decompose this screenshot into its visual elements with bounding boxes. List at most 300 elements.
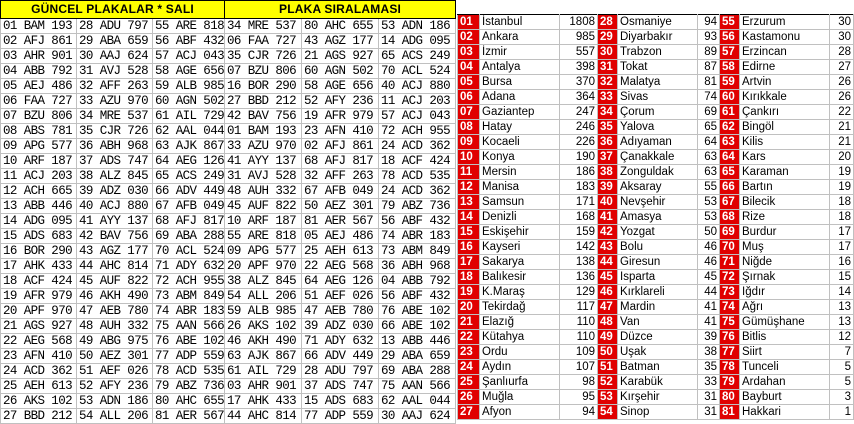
province-name[interactable]: Diyarbakır <box>618 30 698 45</box>
plate-cell[interactable]: 19 AFR 979 <box>302 109 379 124</box>
province-name[interactable]: Afyon <box>480 405 560 420</box>
rank-number[interactable]: 18 <box>458 270 480 285</box>
plate-cell[interactable]: 53 ADN 186 <box>77 394 153 409</box>
plate-cell[interactable]: 78 ACD 535 <box>379 169 456 184</box>
rank-number[interactable]: 13 <box>458 195 480 210</box>
plate-count[interactable]: 63 <box>698 165 720 180</box>
province-name[interactable]: Ordu <box>480 345 560 360</box>
plate-count[interactable]: 30 <box>830 30 854 45</box>
plate-cell[interactable]: 81 AER 567 <box>302 214 379 229</box>
plate-cell[interactable]: 01 BAM 193 <box>1 19 77 34</box>
plate-cell[interactable]: 65 ACS 249 <box>153 169 225 184</box>
plate-cell[interactable]: 64 AEG 126 <box>153 154 225 169</box>
plate-count[interactable]: 81 <box>698 75 720 90</box>
rank-number[interactable]: 21 <box>458 315 480 330</box>
plate-cell[interactable]: 74 ABR 183 <box>379 229 456 244</box>
plate-cell[interactable]: 18 ACF 424 <box>1 274 77 289</box>
plate-cell[interactable]: 02 AFJ 861 <box>1 34 77 49</box>
plate-cell[interactable]: 34 MRE 537 <box>77 109 153 124</box>
rank-number[interactable]: 37 <box>598 150 618 165</box>
rank-number[interactable]: 81 <box>720 405 740 420</box>
plate-cell[interactable]: 41 AYY 137 <box>225 154 302 169</box>
plate-count[interactable]: 27 <box>830 60 854 75</box>
plate-cell[interactable]: 05 AEJ 486 <box>1 79 77 94</box>
plate-cell[interactable]: 61 AIL 729 <box>225 364 302 379</box>
plate-cell[interactable]: 31 AVJ 528 <box>225 169 302 184</box>
plate-cell[interactable]: 37 ADS 747 <box>302 379 379 394</box>
plate-count[interactable]: 19 <box>830 165 854 180</box>
province-name[interactable]: Çankırı <box>740 105 830 120</box>
plate-cell[interactable]: 60 AGN 502 <box>302 64 379 79</box>
province-name[interactable]: İstanbul <box>480 15 560 30</box>
plate-cell[interactable]: 27 BBD 212 <box>225 94 302 109</box>
province-name[interactable]: Ağrı <box>740 300 830 315</box>
rank-number[interactable]: 75 <box>720 315 740 330</box>
province-name[interactable]: Antalya <box>480 60 560 75</box>
plate-count[interactable]: 110 <box>560 330 598 345</box>
province-name[interactable]: Şırnak <box>740 270 830 285</box>
plate-cell[interactable]: 52 AFY 236 <box>77 379 153 394</box>
plate-count[interactable]: 35 <box>698 360 720 375</box>
province-name[interactable]: Batman <box>618 360 698 375</box>
plate-cell[interactable]: 45 AUF 822 <box>77 274 153 289</box>
rank-number[interactable]: 27 <box>458 405 480 420</box>
plate-cell[interactable]: 39 ADZ 030 <box>77 184 153 199</box>
rank-number[interactable]: 49 <box>598 330 618 345</box>
plate-cell[interactable]: 17 AHK 433 <box>225 394 302 409</box>
plate-cell[interactable]: 69 ABA 288 <box>153 229 225 244</box>
province-name[interactable]: Yalova <box>618 120 698 135</box>
rank-number[interactable]: 03 <box>458 45 480 60</box>
rank-number[interactable]: 74 <box>720 300 740 315</box>
plate-count[interactable]: 15 <box>830 270 854 285</box>
rank-number[interactable]: 43 <box>598 240 618 255</box>
plate-cell[interactable]: 03 AHR 901 <box>1 49 77 64</box>
plate-cell[interactable]: 67 AFB 049 <box>153 199 225 214</box>
province-name[interactable]: Tekirdağ <box>480 300 560 315</box>
plate-cell[interactable]: 40 ACJ 880 <box>379 79 456 94</box>
rank-number[interactable]: 58 <box>720 60 740 75</box>
plate-cell[interactable]: 44 AHC 814 <box>225 409 302 424</box>
plate-count[interactable]: 1 <box>830 405 854 420</box>
plate-cell[interactable]: 20 APF 970 <box>1 304 77 319</box>
province-name[interactable]: Muş <box>740 240 830 255</box>
plate-count[interactable]: 89 <box>698 45 720 60</box>
plate-count[interactable]: 30 <box>830 15 854 30</box>
province-name[interactable]: Kırklareli <box>618 285 698 300</box>
plate-cell[interactable]: 54 ALL 206 <box>225 289 302 304</box>
province-name[interactable]: Siirt <box>740 345 830 360</box>
rank-number[interactable]: 30 <box>598 45 618 60</box>
province-name[interactable]: Edirne <box>740 60 830 75</box>
plate-cell[interactable]: 09 APG 577 <box>1 139 77 154</box>
rank-number[interactable]: 65 <box>720 165 740 180</box>
province-name[interactable]: Çanakkale <box>618 150 698 165</box>
plate-cell[interactable]: 38 ALZ 845 <box>77 169 153 184</box>
plate-cell[interactable]: 71 ADY 632 <box>302 334 379 349</box>
province-name[interactable]: Kütahya <box>480 330 560 345</box>
province-name[interactable]: Adıyaman <box>618 135 698 150</box>
rank-number[interactable]: 42 <box>598 225 618 240</box>
province-name[interactable]: Malatya <box>618 75 698 90</box>
plate-cell[interactable]: 81 AER 567 <box>153 409 225 424</box>
plate-cell[interactable]: 22 AEG 568 <box>302 259 379 274</box>
plate-cell[interactable]: 52 AFY 236 <box>302 94 379 109</box>
plate-cell[interactable]: 77 ADP 559 <box>153 349 225 364</box>
rank-number[interactable]: 19 <box>458 285 480 300</box>
province-name[interactable]: Bingöl <box>740 120 830 135</box>
plate-cell[interactable]: 32 AFF 263 <box>77 79 153 94</box>
rank-number[interactable]: 28 <box>598 15 618 30</box>
plate-count[interactable]: 53 <box>698 210 720 225</box>
plate-cell[interactable]: 13 ABB 446 <box>1 199 77 214</box>
plate-cell[interactable]: 42 BAV 756 <box>77 229 153 244</box>
rank-number[interactable]: 09 <box>458 135 480 150</box>
province-name[interactable]: Zonguldak <box>618 165 698 180</box>
province-name[interactable]: Tokat <box>618 60 698 75</box>
plate-cell[interactable]: 63 AJK 867 <box>225 349 302 364</box>
province-name[interactable]: Uşak <box>618 345 698 360</box>
province-name[interactable]: Eskişehir <box>480 225 560 240</box>
plate-count[interactable]: 69 <box>698 105 720 120</box>
plate-count[interactable]: 171 <box>560 195 598 210</box>
plate-cell[interactable]: 74 ABR 183 <box>153 304 225 319</box>
plate-cell[interactable]: 33 AZU 970 <box>77 94 153 109</box>
plate-cell[interactable]: 13 ABB 446 <box>379 334 456 349</box>
plate-count[interactable]: 17 <box>830 225 854 240</box>
rank-number[interactable]: 15 <box>458 225 480 240</box>
rank-number[interactable]: 24 <box>458 360 480 375</box>
plate-cell[interactable]: 53 ADN 186 <box>379 19 456 34</box>
plate-cell[interactable]: 28 ADU 797 <box>302 364 379 379</box>
rank-number[interactable]: 71 <box>720 255 740 270</box>
rank-number[interactable]: 67 <box>720 195 740 210</box>
plate-cell[interactable]: 24 ACD 362 <box>379 139 456 154</box>
rank-number[interactable]: 41 <box>598 210 618 225</box>
plate-count[interactable]: 87 <box>698 60 720 75</box>
rank-number[interactable]: 16 <box>458 240 480 255</box>
province-name[interactable]: Manisa <box>480 180 560 195</box>
plate-count[interactable]: 41 <box>698 315 720 330</box>
plate-count[interactable]: 41 <box>698 300 720 315</box>
rank-number[interactable]: 26 <box>458 390 480 405</box>
plate-cell[interactable]: 66 ADV 449 <box>302 349 379 364</box>
plate-cell[interactable]: 59 ALB 985 <box>225 304 302 319</box>
plate-cell[interactable]: 59 ALB 985 <box>153 79 225 94</box>
plate-count[interactable]: 985 <box>560 30 598 45</box>
province-name[interactable]: K.Maraş <box>480 285 560 300</box>
plate-cell[interactable]: 78 ACD 535 <box>153 364 225 379</box>
rank-number[interactable]: 56 <box>720 30 740 45</box>
rank-number[interactable]: 12 <box>458 180 480 195</box>
rank-number[interactable]: 68 <box>720 210 740 225</box>
province-name[interactable]: Adana <box>480 90 560 105</box>
rank-number[interactable]: 79 <box>720 375 740 390</box>
plate-cell[interactable]: 36 ABH 968 <box>379 259 456 274</box>
plate-count[interactable]: 1808 <box>560 15 598 30</box>
rank-number[interactable]: 69 <box>720 225 740 240</box>
province-name[interactable]: Bursa <box>480 75 560 90</box>
province-name[interactable]: Yozgat <box>618 225 698 240</box>
plate-cell[interactable]: 21 AGS 927 <box>302 49 379 64</box>
plate-cell[interactable]: 41 AYY 137 <box>77 214 153 229</box>
rank-number[interactable]: 50 <box>598 345 618 360</box>
plate-count[interactable]: 44 <box>698 285 720 300</box>
rank-number[interactable]: 47 <box>598 300 618 315</box>
rank-number[interactable]: 64 <box>720 150 740 165</box>
rank-number[interactable]: 31 <box>598 60 618 75</box>
province-name[interactable]: Aydın <box>480 360 560 375</box>
rank-number[interactable]: 33 <box>598 90 618 105</box>
plate-count[interactable]: 18 <box>830 195 854 210</box>
province-name[interactable]: Çorum <box>618 105 698 120</box>
plate-count[interactable]: 129 <box>560 285 598 300</box>
plate-count[interactable]: 138 <box>560 255 598 270</box>
province-name[interactable]: Kilis <box>740 135 830 150</box>
province-name[interactable]: Düzce <box>618 330 698 345</box>
rank-number[interactable]: 29 <box>598 30 618 45</box>
province-name[interactable]: Osmaniye <box>618 15 698 30</box>
plate-cell[interactable]: 03 AHR 901 <box>225 379 302 394</box>
plate-count[interactable]: 12 <box>830 330 854 345</box>
rank-number[interactable]: 36 <box>598 135 618 150</box>
plate-cell[interactable]: 21 AGS 927 <box>1 319 77 334</box>
plate-count[interactable]: 26 <box>830 90 854 105</box>
province-name[interactable]: Elazığ <box>480 315 560 330</box>
rank-number[interactable]: 34 <box>598 105 618 120</box>
plate-cell[interactable]: 70 ACL 524 <box>379 64 456 79</box>
province-name[interactable]: Kars <box>740 150 830 165</box>
plate-cell[interactable]: 75 AAN 566 <box>379 379 456 394</box>
province-name[interactable]: Denizli <box>480 210 560 225</box>
province-name[interactable]: Niğde <box>740 255 830 270</box>
province-name[interactable]: İzmir <box>480 45 560 60</box>
plate-cell[interactable]: 16 BOR 290 <box>1 244 77 259</box>
province-name[interactable]: Gümüşhane <box>740 315 830 330</box>
plate-cell[interactable]: 30 AAJ 624 <box>379 409 456 424</box>
province-name[interactable]: Kastamonu <box>740 30 830 45</box>
province-name[interactable]: Erzurum <box>740 15 830 30</box>
plate-cell[interactable]: 01 BAM 193 <box>225 124 302 139</box>
plate-cell[interactable]: 27 BBD 212 <box>1 409 77 424</box>
plate-cell[interactable]: 11 ACJ 203 <box>379 94 456 109</box>
province-name[interactable]: Mardin <box>618 300 698 315</box>
plate-count[interactable]: 93 <box>698 30 720 45</box>
plate-count[interactable]: 3 <box>830 390 854 405</box>
plate-cell[interactable]: 56 ABF 432 <box>153 34 225 49</box>
plate-count[interactable]: 13 <box>830 315 854 330</box>
plate-cell[interactable]: 50 AEZ 301 <box>77 349 153 364</box>
province-name[interactable]: Giresun <box>618 255 698 270</box>
plate-cell[interactable]: 15 ADS 683 <box>1 229 77 244</box>
rank-number[interactable]: 40 <box>598 195 618 210</box>
province-name[interactable]: Sivas <box>618 90 698 105</box>
province-name[interactable]: Karabük <box>618 375 698 390</box>
rank-number[interactable]: 59 <box>720 75 740 90</box>
rank-number[interactable]: 80 <box>720 390 740 405</box>
province-name[interactable]: Ankara <box>480 30 560 45</box>
rank-number[interactable]: 23 <box>458 345 480 360</box>
plate-count[interactable]: 117 <box>560 300 598 315</box>
plate-cell[interactable]: 57 ACJ 043 <box>153 49 225 64</box>
province-name[interactable]: Van <box>618 315 698 330</box>
plate-cell[interactable]: 79 ABZ 736 <box>153 379 225 394</box>
plate-count[interactable]: 46 <box>698 240 720 255</box>
rank-number[interactable]: 32 <box>598 75 618 90</box>
plate-cell[interactable]: 10 ARF 187 <box>225 214 302 229</box>
plate-count[interactable]: 55 <box>698 180 720 195</box>
province-name[interactable]: Hatay <box>480 120 560 135</box>
rank-number[interactable]: 66 <box>720 180 740 195</box>
plate-cell[interactable]: 66 ADV 449 <box>153 184 225 199</box>
plate-cell[interactable]: 22 AEG 568 <box>1 334 77 349</box>
plate-cell[interactable]: 11 ACJ 203 <box>1 169 77 184</box>
province-name[interactable]: Samsun <box>480 195 560 210</box>
plate-cell[interactable]: 79 ABZ 736 <box>379 199 456 214</box>
rank-number[interactable]: 57 <box>720 45 740 60</box>
province-name[interactable]: Bayburt <box>740 390 830 405</box>
plate-count[interactable]: 65 <box>698 120 720 135</box>
province-name[interactable]: Sakarya <box>480 255 560 270</box>
rank-number[interactable]: 07 <box>458 105 480 120</box>
plate-cell[interactable]: 54 ALL 206 <box>77 409 153 424</box>
plate-count[interactable]: 246 <box>560 120 598 135</box>
province-name[interactable]: Gaziantep <box>480 105 560 120</box>
plate-cell[interactable]: 57 ACJ 043 <box>379 109 456 124</box>
plate-cell[interactable]: 14 ADG 095 <box>379 34 456 49</box>
province-name[interactable]: Kırıkkale <box>740 90 830 105</box>
plate-cell[interactable]: 47 AEB 780 <box>302 304 379 319</box>
plate-cell[interactable]: 35 CJR 726 <box>77 124 153 139</box>
plate-count[interactable]: 16 <box>830 255 854 270</box>
rank-number[interactable]: 08 <box>458 120 480 135</box>
plate-cell[interactable]: 68 AFJ 817 <box>153 214 225 229</box>
plate-count[interactable]: 398 <box>560 60 598 75</box>
plate-cell[interactable]: 09 APG 577 <box>225 244 302 259</box>
plate-count[interactable]: 18 <box>830 210 854 225</box>
plate-cell[interactable]: 69 ABA 288 <box>379 364 456 379</box>
plate-cell[interactable]: 04 ABB 792 <box>1 64 77 79</box>
rank-number[interactable]: 11 <box>458 165 480 180</box>
rank-number[interactable]: 05 <box>458 75 480 90</box>
rank-number[interactable]: 25 <box>458 375 480 390</box>
plate-count[interactable]: 74 <box>698 90 720 105</box>
plate-cell[interactable]: 71 ADY 632 <box>153 259 225 274</box>
plate-count[interactable]: 94 <box>698 15 720 30</box>
plate-cell[interactable]: 80 AHC 655 <box>302 19 379 34</box>
rank-number[interactable]: 44 <box>598 255 618 270</box>
plate-cell[interactable]: 35 CJR 726 <box>225 49 302 64</box>
plate-count[interactable]: 31 <box>698 405 720 420</box>
plate-cell[interactable]: 26 AKS 102 <box>225 319 302 334</box>
province-name[interactable]: Bartın <box>740 180 830 195</box>
plate-count[interactable]: 33 <box>698 375 720 390</box>
plate-cell[interactable]: 76 ABE 102 <box>153 334 225 349</box>
plate-cell[interactable]: 08 ABS 781 <box>1 124 77 139</box>
plate-cell[interactable]: 30 AAJ 624 <box>77 49 153 64</box>
plate-count[interactable]: 28 <box>830 45 854 60</box>
plate-cell[interactable]: 24 ACD 362 <box>1 364 77 379</box>
plate-cell[interactable]: 37 ADS 747 <box>77 154 153 169</box>
plate-cell[interactable]: 28 ADU 797 <box>77 19 153 34</box>
plate-cell[interactable]: 51 AEF 026 <box>302 289 379 304</box>
plate-cell[interactable]: 62 AAL 044 <box>153 124 225 139</box>
plate-cell[interactable]: 46 AKH 490 <box>77 289 153 304</box>
plate-cell[interactable]: 02 AFJ 861 <box>302 139 379 154</box>
plate-cell[interactable]: 40 ACJ 880 <box>77 199 153 214</box>
plate-count[interactable]: 107 <box>560 360 598 375</box>
rank-number[interactable]: 76 <box>720 330 740 345</box>
province-name[interactable]: Balıkesir <box>480 270 560 285</box>
plate-cell[interactable]: 62 AAL 044 <box>379 394 456 409</box>
plate-cell[interactable]: 42 BAV 756 <box>225 109 302 124</box>
plate-cell[interactable]: 17 AHK 433 <box>1 259 77 274</box>
plate-count[interactable]: 109 <box>560 345 598 360</box>
province-name[interactable]: Karaman <box>740 165 830 180</box>
rank-number[interactable]: 52 <box>598 375 618 390</box>
plate-count[interactable]: 95 <box>560 390 598 405</box>
rank-number[interactable]: 54 <box>598 405 618 420</box>
plate-count[interactable]: 226 <box>560 135 598 150</box>
rank-number[interactable]: 20 <box>458 300 480 315</box>
plate-count[interactable]: 31 <box>698 390 720 405</box>
plate-cell[interactable]: 26 AKS 102 <box>1 394 77 409</box>
province-name[interactable]: Kayseri <box>480 240 560 255</box>
province-name[interactable]: Kocaeli <box>480 135 560 150</box>
plate-cell[interactable]: 63 AJK 867 <box>153 139 225 154</box>
plate-cell[interactable]: 56 ABF 432 <box>379 214 456 229</box>
province-name[interactable]: Nevşehir <box>618 195 698 210</box>
plate-cell[interactable]: 16 BOR 290 <box>225 79 302 94</box>
province-name[interactable]: Mersin <box>480 165 560 180</box>
plate-cell[interactable]: 31 AVJ 528 <box>77 64 153 79</box>
plate-cell[interactable]: 70 ACL 524 <box>153 244 225 259</box>
rank-number[interactable]: 78 <box>720 360 740 375</box>
plate-cell[interactable]: 65 ACS 249 <box>379 49 456 64</box>
plate-cell[interactable]: 46 AKH 490 <box>225 334 302 349</box>
province-name[interactable]: Aksaray <box>618 180 698 195</box>
plate-count[interactable]: 17 <box>830 240 854 255</box>
plate-count[interactable]: 94 <box>560 405 598 420</box>
plate-count[interactable]: 557 <box>560 45 598 60</box>
plate-cell[interactable]: 66 ABE 102 <box>379 319 456 334</box>
plate-cell[interactable]: 20 APF 970 <box>225 259 302 274</box>
rank-number[interactable]: 14 <box>458 210 480 225</box>
plate-count[interactable]: 7 <box>830 345 854 360</box>
rank-number[interactable]: 53 <box>598 390 618 405</box>
rank-number[interactable]: 48 <box>598 315 618 330</box>
plate-cell[interactable]: 07 BZU 806 <box>225 64 302 79</box>
plate-cell[interactable]: 12 ACH 665 <box>1 184 77 199</box>
plate-cell[interactable]: 61 AIL 729 <box>153 109 225 124</box>
plate-count[interactable]: 247 <box>560 105 598 120</box>
rank-number[interactable]: 55 <box>720 15 740 30</box>
plate-count[interactable]: 19 <box>830 180 854 195</box>
plate-count[interactable]: 364 <box>560 90 598 105</box>
plate-cell[interactable]: 32 AFF 263 <box>302 169 379 184</box>
plate-cell[interactable]: 77 ADP 559 <box>302 409 379 424</box>
plate-count[interactable]: 5 <box>830 375 854 390</box>
plate-cell[interactable]: 25 AEH 613 <box>302 244 379 259</box>
rank-number[interactable]: 45 <box>598 270 618 285</box>
plate-count[interactable]: 46 <box>698 255 720 270</box>
plate-cell[interactable]: 48 AUH 332 <box>77 319 153 334</box>
plate-count[interactable]: 159 <box>560 225 598 240</box>
rank-number[interactable]: 22 <box>458 330 480 345</box>
rank-number[interactable]: 01 <box>458 15 480 30</box>
province-name[interactable]: Bilecik <box>740 195 830 210</box>
plate-cell[interactable]: 58 AGE 656 <box>302 79 379 94</box>
